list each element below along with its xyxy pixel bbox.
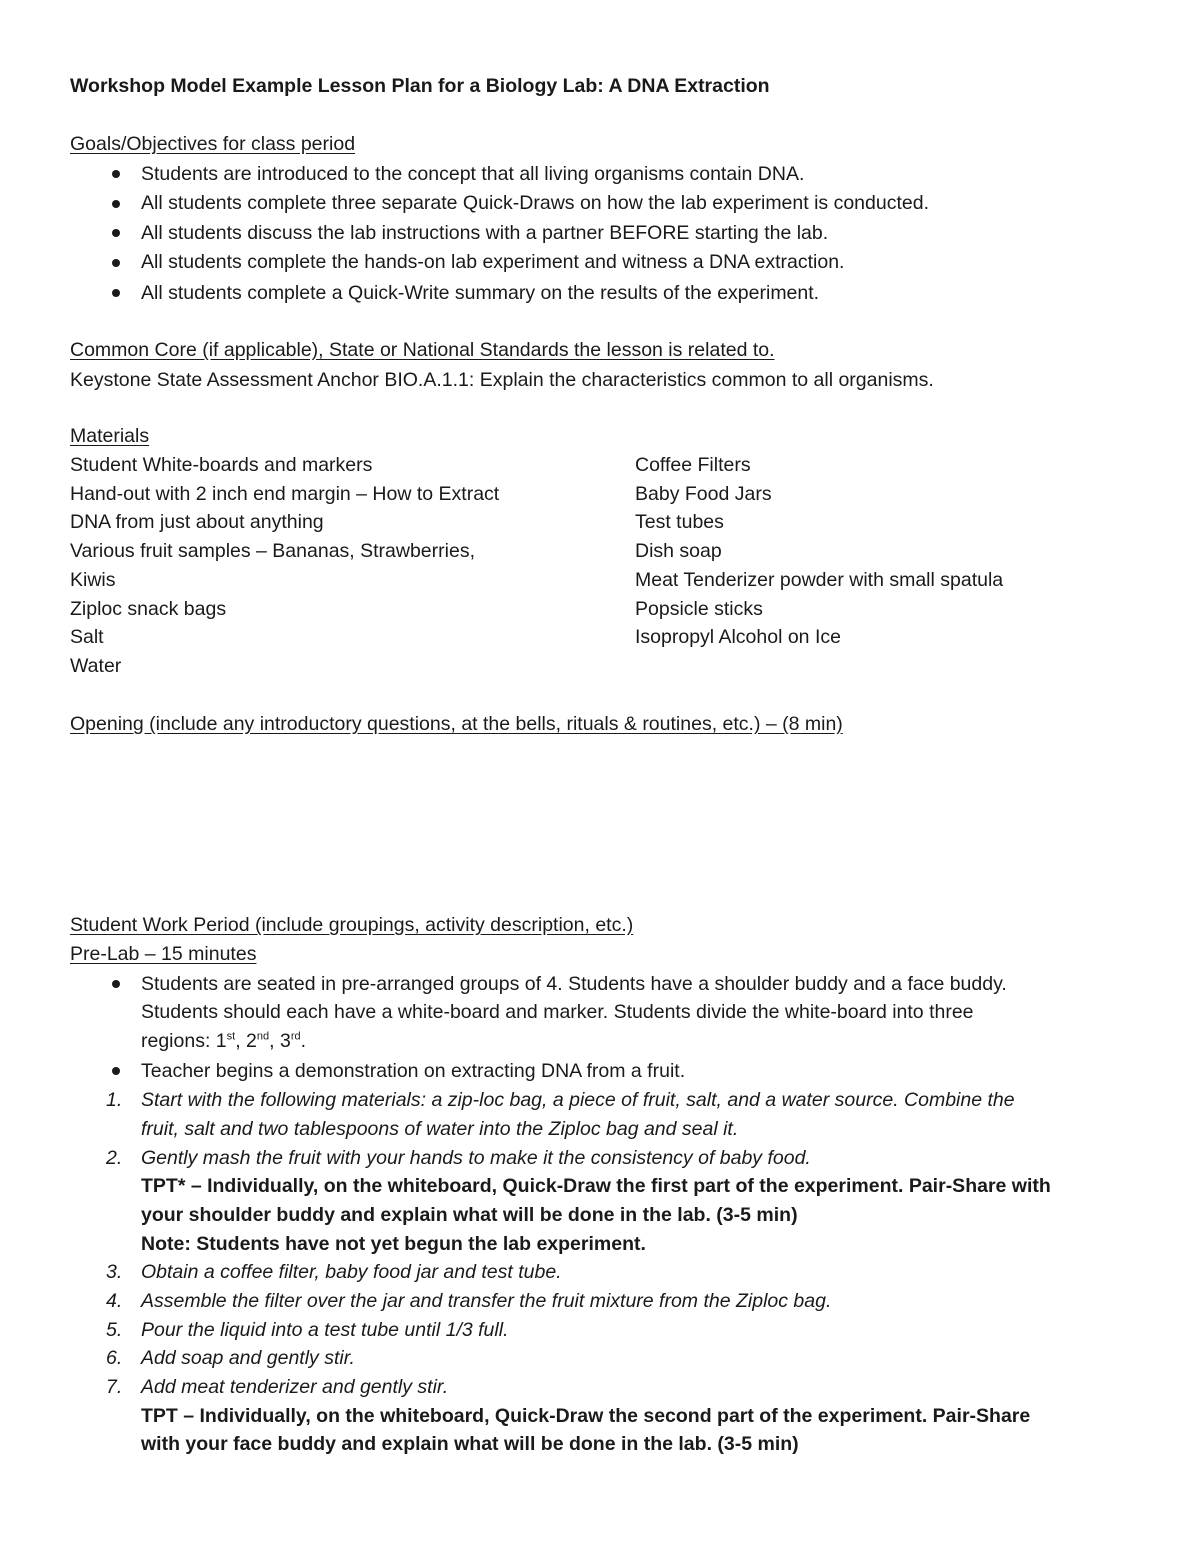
material-item: Dish soap [635, 540, 722, 562]
tpt-instruction: TPT – Individually, on the whiteboard, Quick-Draw the second part of the experiment. Pair-Share [141, 1405, 1031, 1427]
material-item: DNA from just about anything [70, 511, 324, 533]
step-number: 6. [106, 1347, 123, 1369]
step-number: 1. [106, 1089, 123, 1111]
step-number: 5. [106, 1319, 123, 1341]
prelab-bullet-line: regions: 1st, 2nd, 3rd. [141, 1030, 307, 1052]
goal-item: All students complete the hands-on lab experiment and witness a DNA extraction. [141, 251, 845, 273]
material-item: Kiwis [70, 569, 116, 591]
document-title: Workshop Model Example Lesson Plan for a Biology Lab: A DNA Extraction [70, 75, 770, 97]
step-text: Start with the following materials: a zip-loc bag, a piece of fruit, salt, and a water source. Combine the [141, 1089, 1015, 1111]
material-item: Water [70, 655, 122, 677]
material-item: Baby Food Jars [635, 483, 772, 505]
material-item: Meat Tenderizer powder with small spatula [635, 569, 1004, 591]
goal-item: All students complete a Quick-Write summary on the results of the experiment. [141, 282, 820, 304]
step-text: Pour the liquid into a test tube until 1/3 full. [141, 1319, 509, 1341]
standards-text: Keystone State Assessment Anchor BIO.A.1.1: Explain the characteristics common to all organisms. [70, 369, 934, 391]
step-number: 2. [106, 1147, 123, 1169]
step-text: Assemble the filter over the jar and transfer the fruit mixture from the Ziploc bag. [141, 1290, 832, 1312]
material-item: Isopropyl Alcohol on Ice [635, 626, 841, 648]
bullet-icon [112, 229, 120, 237]
prelab-bullet-line: Students should each have a white-board and marker. Students divide the white-board into three [141, 1001, 974, 1023]
material-item: Various fruit samples – Bananas, Strawberries, [70, 540, 475, 562]
bullet-icon [112, 259, 120, 267]
material-item: Test tubes [635, 511, 724, 533]
goal-item: Students are introduced to the concept that all living organisms contain DNA. [141, 163, 805, 185]
material-item: Hand-out with 2 inch end margin – How to Extract [70, 483, 500, 505]
bullet-icon [112, 1067, 120, 1075]
step-number: 3. [106, 1261, 123, 1283]
goals-heading: Goals/Objectives for class period [70, 133, 356, 155]
tpt-instruction: with your face buddy and explain what will be done in the lab. (3-5 min) [141, 1433, 799, 1455]
step-text: Add meat tenderizer and gently stir. [141, 1376, 449, 1398]
step-number: 4. [106, 1290, 123, 1312]
material-item: Coffee Filters [635, 454, 751, 476]
prelab-heading: Pre-Lab – 15 minutes [70, 943, 257, 965]
materials-heading: Materials [70, 425, 150, 447]
step-number: 7. [106, 1376, 123, 1398]
prelab-bullet-line: Teacher begins a demonstration on extracting DNA from a fruit. [141, 1060, 686, 1082]
goal-item: All students complete three separate Quick-Draws on how the lab experiment is conducted. [141, 192, 929, 214]
step-text: Obtain a coffee filter, baby food jar and test tube. [141, 1261, 562, 1283]
work-period-heading: Student Work Period (include groupings, activity description, etc.) [70, 914, 634, 936]
bullet-icon [112, 980, 120, 988]
bullet-icon [112, 170, 120, 178]
tpt-instruction: your shoulder buddy and explain what will be done in the lab. (3-5 min) [141, 1204, 798, 1226]
tpt-instruction: TPT* – Individually, on the whiteboard, Quick-Draw the first part of the experiment. Pair-Share with [141, 1175, 1051, 1197]
step-text: fruit, salt and two tablespoons of water into the Ziploc bag and seal it. [141, 1118, 739, 1140]
material-item: Student White-boards and markers [70, 454, 373, 476]
step-text: Add soap and gently stir. [141, 1347, 355, 1369]
opening-heading: Opening (include any introductory questions, at the bells, rituals & routines, etc.) – (8 min) [70, 713, 843, 735]
tpt-note: Note: Students have not yet begun the lab experiment. [141, 1233, 646, 1255]
prelab-bullet-line: Students are seated in pre-arranged groups of 4. Students have a shoulder buddy and a face buddy. [141, 973, 1007, 995]
material-item: Salt [70, 626, 104, 648]
standards-heading: Common Core (if applicable), State or National Standards the lesson is related to. [70, 339, 775, 361]
step-text: Gently mash the fruit with your hands to make it the consistency of baby food. [141, 1147, 811, 1169]
bullet-icon [112, 289, 120, 297]
material-item: Ziploc snack bags [70, 598, 227, 620]
goal-item: All students discuss the lab instructions with a partner BEFORE starting the lab. [141, 222, 829, 244]
material-item: Popsicle sticks [635, 598, 763, 620]
bullet-icon [112, 200, 120, 208]
